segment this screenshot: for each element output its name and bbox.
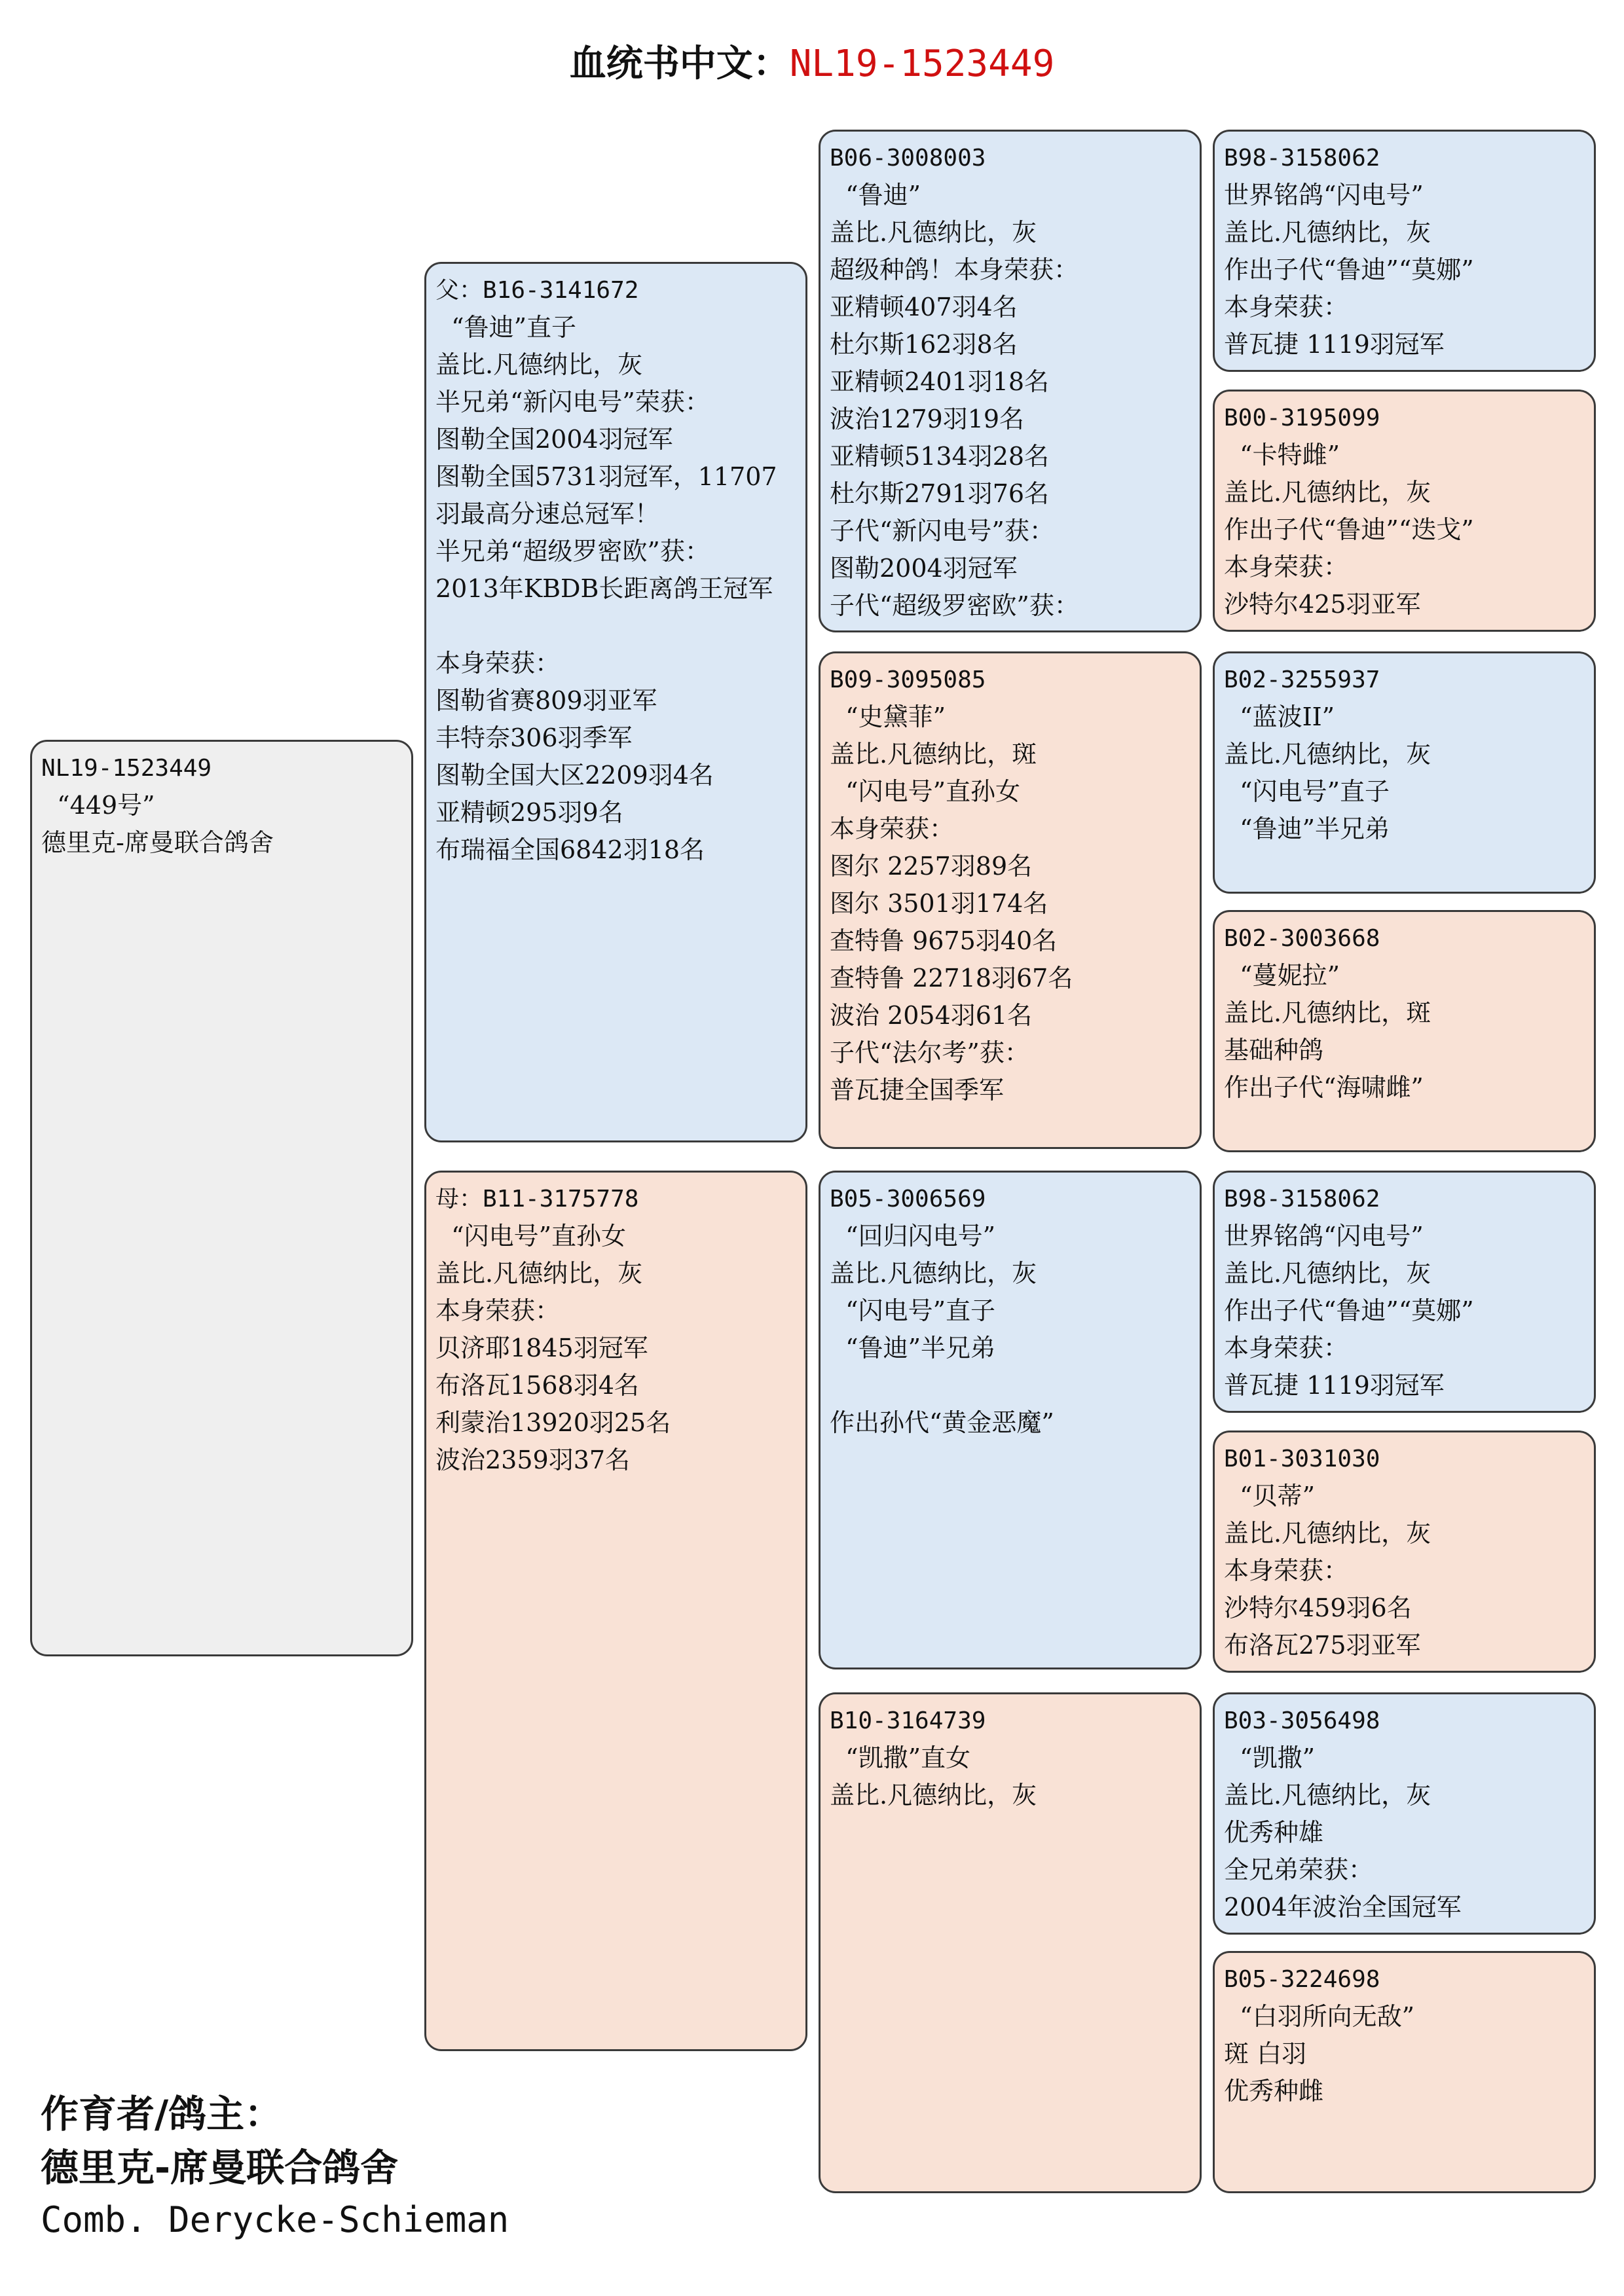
pedigree-line: 本身荣获： [1224,1334,1349,1362]
pedigree-line: “白羽所向无敌” [1224,2002,1415,2031]
ring-number: B02-3255937 [1224,666,1380,693]
pedigree-line: 杜尔斯162羽8名 [830,330,1018,359]
ring-number: 父：B16-3141672 [435,277,639,304]
ring-number: NL19-1523449 [41,755,212,782]
pedigree-line: 优秀种雌 [1224,2077,1324,2105]
pedigree-line: “闪电号”直孙女 [830,777,1021,806]
pedigree-line [830,1367,1190,1404]
pedigree-line: 本身荣获： [435,649,561,678]
pedigree-line [435,608,796,645]
pedigree-line: 普瓦捷 1119羽冠军 [1224,1371,1445,1400]
pedigree-line: 盖比.凡德纳比，灰 [1224,1519,1431,1548]
great-grandparent-card-5 [1213,1171,1596,1413]
pedigree-line: 德里克-席曼联合鸽舍 [41,828,274,857]
pedigree-line: “凯撒” [1224,1743,1316,1772]
pedigree-line: “凯撒”直女 [830,1743,971,1772]
great-grandparent-card-4 [1213,910,1596,1152]
pedigree-line: “贝蒂” [1224,1482,1316,1510]
pedigree-line: 盖比.凡德纳比，灰 [830,1781,1037,1810]
pedigree-line: 本身荣获： [830,814,955,843]
ring-number: B98-3158062 [1224,145,1380,172]
subject-pigeon-card [30,740,413,1656]
pedigree-line: 图尔 3501羽174名 [830,889,1048,918]
pedigree-line: 盖比.凡德纳比，灰 [830,218,1037,247]
pedigree-line: 普瓦捷 1119羽冠军 [1224,330,1445,359]
pedigree-line: 贝济耶1845羽冠军 [435,1334,648,1362]
pedigree-line: 基础种鸽 [1224,1036,1324,1065]
pedigree-line: 亚精顿5134羽28名 [830,442,1050,471]
pedigree-line: “鲁迪”半兄弟 [1224,814,1390,843]
pedigree-line: 杜尔斯2791羽76名 [830,479,1050,508]
ring-number: B09-3095085 [830,666,986,693]
pedigree-line: 子代“新闪电号”获： [830,517,1054,545]
pedigree-line: “鲁迪” [830,181,921,210]
pedigree-line: 盖比.凡德纳比，灰 [1224,1781,1431,1810]
ring-number: 母：B11-3175778 [435,1186,639,1212]
pedigree-line: 作出子代“鲁迪”“莫娜” [1224,255,1474,284]
great-grandparent-card-6 [1213,1430,1596,1673]
ring-number: B00-3195099 [1224,405,1380,431]
pedigree-line: 图尔 2257羽89名 [830,852,1033,881]
pedigree-line: 查特鲁 9675羽40名 [830,926,1058,955]
pedigree-line: 图勒省赛809羽亚军 [435,686,657,715]
pedigree-line: 盖比.凡德纳比，斑 [1224,998,1431,1027]
pedigree-line: 盖比.凡德纳比，灰 [1224,740,1431,769]
pedigree-line: 波治 2054羽61名 [830,1001,1033,1030]
pedigree-line: 图勒2004羽冠军 [830,554,1018,583]
ring-number: B01-3031030 [1224,1446,1380,1472]
maternal-granddam-card [819,1692,1202,2193]
pedigree-line: 盖比.凡德纳比，灰 [830,1259,1037,1288]
pedigree-line: 盖比.凡德纳比，灰 [435,350,643,379]
pedigree-line: 作出子代“鲁迪”“迭戈” [1224,515,1474,544]
pedigree-line: 超级种鸽！本身荣获： [830,255,1079,284]
pedigree-line: 本身荣获： [435,1296,561,1325]
pedigree-line: 优秀种雄 [1224,1818,1324,1847]
pedigree-line: 作出子代“海啸雌” [1224,1073,1424,1102]
pedigree-line: “449号” [41,791,155,820]
pedigree-line: “蓝波II” [1224,702,1335,731]
pedigree-line: “鲁迪”直子 [435,313,577,342]
pedigree-line: 亚精顿295羽9名 [435,798,623,827]
sire-card [424,262,807,1142]
pedigree-line: 本身荣获： [1224,293,1349,321]
pedigree-line: 盖比.凡德纳比，灰 [1224,478,1431,507]
pedigree-line: 布瑞福全国6842羽18名 [435,835,705,864]
pedigree-line: 子代“超级罗密欧”获： [830,591,1079,620]
pedigree-line: 查特鲁 22718羽67名 [830,964,1073,993]
title-pigeon-id: NL19-1523449 [789,43,1055,85]
pedigree-line: “闪电号”直子 [1224,777,1390,806]
pedigree-line: 全兄弟荣获： [1224,1855,1374,1884]
pedigree-line: 亚精顿2401羽18名 [830,367,1050,396]
pedigree-line: “回归闪电号” [830,1222,996,1250]
pedigree-line: 半兄弟“新闪电号”荣获： [435,388,710,416]
pedigree-line: 本身荣获： [1224,553,1349,581]
pedigree-line: 盖比.凡德纳比，灰 [1224,218,1431,247]
breeder-label: 作育者/鸽主： [41,2092,283,2136]
pedigree-line: 图勒全国2004羽冠军 [435,425,673,454]
great-grandparent-card-2 [1213,390,1596,632]
pedigree-line: 半兄弟“超级罗密欧”获： [435,537,710,566]
title-prefix: 血统书中文： [569,43,790,85]
pedigree-line: 斑 白羽 [1224,2039,1307,2068]
pedigree-line: 图勒全国5731羽冠军，11707 [435,462,777,491]
page-title [0,38,1624,90]
pedigree-line: “卡特雌” [1224,441,1340,469]
pedigree-line: 世界铭鸽“闪电号” [1224,181,1424,210]
ring-number: B10-3164739 [830,1707,986,1734]
pedigree-line: 本身荣获： [1224,1556,1349,1585]
pedigree-line: “闪电号”直孙女 [435,1222,627,1250]
paternal-grandsire-card [819,130,1202,632]
pedigree-line: “史黛菲” [830,702,946,731]
pedigree-line: 盖比.凡德纳比，斑 [830,740,1037,769]
great-grandparent-card-8 [1213,1951,1596,2193]
pedigree-line: 沙特尔425羽亚军 [1224,590,1421,619]
pedigree-line: 沙特尔459羽6名 [1224,1594,1412,1622]
pedigree-line: 作出子代“鲁迪”“莫娜” [1224,1296,1474,1325]
pedigree-line: “鲁迪”半兄弟 [830,1334,996,1362]
great-grandparent-card-3 [1213,651,1596,894]
breeder-name-cn: 德里克-席曼联合鸽舍 [41,2145,399,2190]
pedigree-line: 丰特奈306羽季军 [435,723,633,752]
pedigree-line: 盖比.凡德纳比，灰 [435,1259,643,1288]
ring-number: B03-3056498 [1224,1707,1380,1734]
ring-number: B05-3006569 [830,1186,986,1212]
pedigree-line: 图勒全国大区2209羽4名 [435,761,714,790]
pedigree-line: 亚精顿407羽4名 [830,293,1018,321]
pedigree-line: 盖比.凡德纳比，灰 [1224,1259,1431,1288]
maternal-grandsire-card [819,1171,1202,1669]
ring-number: B98-3158062 [1224,1186,1380,1212]
pedigree-line: 羽最高分速总冠军！ [435,500,660,528]
pedigree-line: 波治2359羽37名 [435,1446,631,1474]
pedigree-line: 普瓦捷全国季军 [830,1076,1005,1104]
great-grandparent-card-1 [1213,130,1596,372]
pedigree-line: “蔓妮拉” [1224,961,1340,990]
pedigree-line: 世界铭鸽“闪电号” [1224,1222,1424,1250]
breeder-block [41,2087,509,2246]
pedigree-line: 2004年波治全国冠军 [1224,1893,1462,1922]
pedigree-line: 2013年KBDB长距离鸽王冠军 [435,574,773,603]
ring-number: B06-3008003 [830,145,986,172]
pedigree-line: 波治1279羽19名 [830,405,1025,433]
pedigree-line: 布洛瓦275羽亚军 [1224,1631,1421,1660]
pedigree-line: 作出孙代“黄金恶魔” [830,1408,1054,1437]
pedigree-line: 子代“法尔考”获： [830,1038,1029,1067]
ring-number: B05-3224698 [1224,1966,1380,1993]
great-grandparent-card-7 [1213,1692,1596,1935]
breeder-name-en: Comb. Derycke-Schieman [41,2199,509,2240]
pedigree-line: 布洛瓦1568羽4名 [435,1371,639,1400]
pedigree-line: “闪电号”直子 [830,1296,996,1325]
pedigree-line: 利蒙治13920羽25名 [435,1408,671,1437]
dam-card [424,1171,807,2051]
ring-number: B02-3003668 [1224,925,1380,952]
paternal-granddam-card [819,651,1202,1149]
